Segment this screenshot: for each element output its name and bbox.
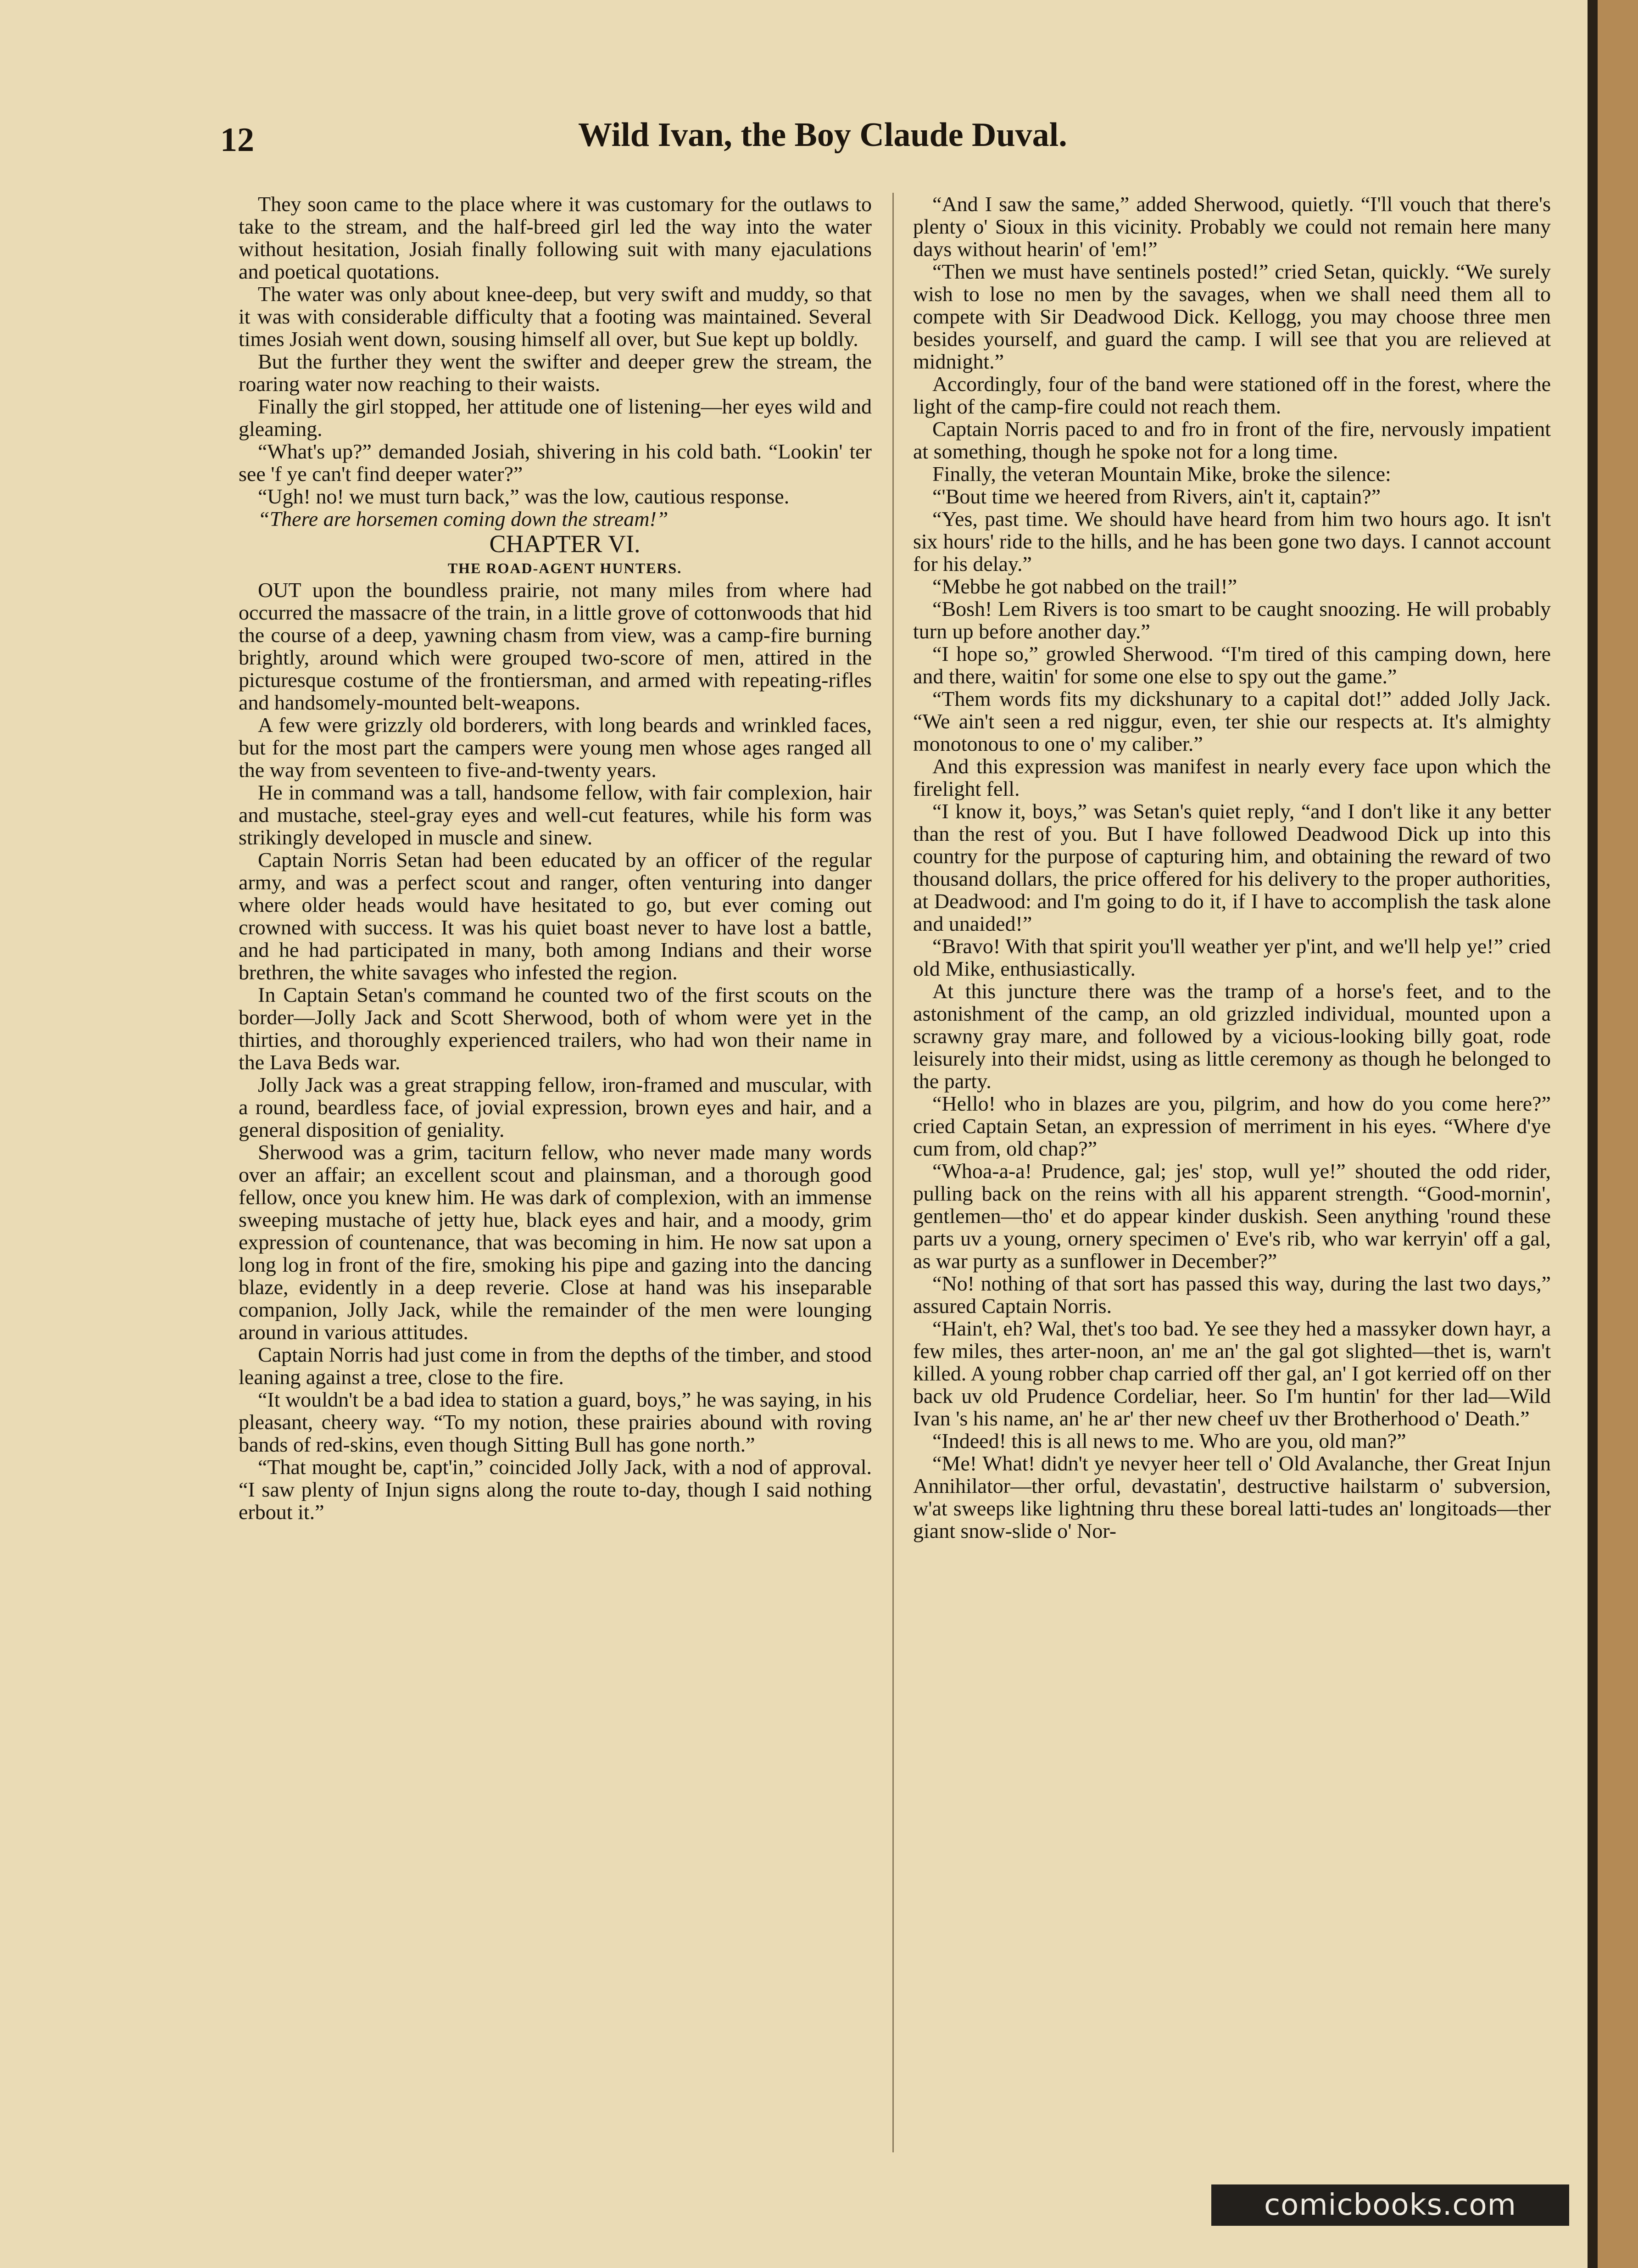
paragraph: Accordingly, four of the band were stationed off in the forest, where the light of the camp-fire could not reach them.	[913, 372, 1551, 418]
paragraph: “Yes, past time. We should have heard from him two hours ago. It isn't six hours' ride to the hills, and he has been gone two days. I cannot account for his delay.”	[913, 507, 1551, 575]
paragraph: Finally the girl stopped, her attitude one of listening—her eyes wild and gleaming.	[239, 395, 872, 441]
page-edge	[1588, 0, 1638, 2268]
paragraph: “That mought be, capt'in,” coincided Jolly Jack, with a nod of approval. “I saw plenty of Injun signs along the route to-day, though I said nothing erbout it.”	[239, 1455, 872, 1524]
paragraph: The water was only about knee-deep, but very swift and muddy, so that it was with considerable difficulty that a footing was maintained. Several times Josiah went down, sousing himself all over, but Sue kept up boldly.	[239, 282, 872, 351]
paragraph: “Them words fits my dickshunary to a capital dot!” added Jolly Jack. “We ain't seen a red niggur, even, ter shie our respects at. It's almighty monotonous to one o' my caliber.”	[913, 687, 1551, 755]
paragraph: “Me! What! didn't ye nevyer heer tell o' Old Avalanche, ther Great Injun Annihilator—ther orful, devastatin', destructive hailstarm o' subversion, w'at sweeps like lightning thru these boreal latti-tudes an' longitoads—ther giant snow-slide o' Nor-	[913, 1452, 1551, 1542]
column-divider	[892, 193, 894, 2152]
paragraph: “I know it, boys,” was Setan's quiet reply, “and I don't like it any better than the rest of you. But I have followed Deadwood Dick up into this country for the purpose of capturing him, and obtaining the reward of two thousand dollars, the price offered for his delivery to the proper authorities, at Deadwood: and I'm going to do it, if I have to accomplish the task alone and unaided!”	[913, 799, 1551, 935]
paragraph: But the further they went the swifter and deeper grew the stream, the roaring water now reaching to their waists.	[239, 350, 872, 396]
paragraph: “Hain't, eh? Wal, thet's too bad. Ye see they hed a massyker down hayr, a few miles, thes arter-noon, an' me an' the gal got slighted—thet is, warn't killed. A young robber chap carried off ther gal, an' I got kerried off on ther back uv old Prudence Cordeliar, heer. So I'm huntin' for ther lad—Wild Ivan 's his name, an' he ar' ther new cheef uv ther Brotherhood o' Death.”	[913, 1317, 1551, 1430]
paragraph: In Captain Setan's command he counted two of the first scouts on the border—Jolly Jack and Scott Sherwood, both of whom were yet in the thirties, and thoroughly experienced trailers, who had won their name in the Lava Beds war.	[239, 983, 872, 1074]
paragraph: “It wouldn't be a bad idea to station a guard, boys,” he was saying, in his pleasant, cheery way. “To my notion, these prairies abound with roving bands of red-skins, even though Sitting Bull has gone north.”	[239, 1388, 872, 1456]
paragraph: OUT upon the boundless prairie, not many miles from where had occurred the massacre of the train, in a little grove of cottonwoods that hid the course of a deep, yawning chasm from view, was a camp-fire burning brightly, around which were grouped two-score of men, attired in the picturesque costume of the frontiersman, and armed with repeating-rifles and handsomely-mounted belt-weapons.	[239, 578, 872, 714]
paragraph: Captain Norris paced to and fro in front of the fire, nervously impatient at something, though he spoke not for a long time.	[913, 417, 1551, 463]
paragraph: “What's up?” demanded Josiah, shivering in his cold bath. “Lookin' ter see 'f ye can't find deeper water?”	[239, 440, 872, 486]
paragraph: Jolly Jack was a great strapping fellow, iron-framed and muscular, with a round, beardless face, of jovial expression, brown eyes and hair, and a general disposition of geniality.	[239, 1073, 872, 1141]
paragraph: “Bravo! With that spirit you'll weather yer p'int, and we'll help ye!” cried old Mike, enthusiastically.	[913, 934, 1551, 980]
chapter-heading: CHAPTER VI.	[489, 530, 641, 558]
paragraph: Captain Norris had just come in from the depths of the timber, and stood leaning against a tree, close to the fire.	[239, 1343, 872, 1389]
paragraph: “And I saw the same,” added Sherwood, quietly. “I'll vouch that there's plenty o' Sioux in this vicinity. Probably we could not remain here many days without hearin' of 'em!”	[913, 192, 1551, 261]
paragraph: “Then we must have sentinels posted!” cried Setan, quickly. “We surely wish to lose no men by the savages, when we shall need them all to compete with Sir Deadwood Dick. Kellogg, you may choose three men besides yourself, and guard the camp. I will see that you are relieved at midnight.”	[913, 260, 1551, 373]
paragraph: “Mebbe he got nabbed on the trail!”	[932, 575, 1237, 598]
page-number: 12	[220, 121, 254, 159]
page-header	[220, 106, 1578, 174]
paragraph: He in command was a tall, handsome fellow, with fair complexion, hair and mustache, steel-gray eyes and well-cut features, while his form was strikingly developed in muscle and sinew.	[239, 781, 872, 849]
paragraph: Captain Norris Setan had been educated by an officer of the regular army, and was a perfect scout and ranger, often venturing into danger where older heads would have hesitated to go, but ever coming out crowned with success. It was his quiet boast never to have lost a battle, and he had participated in many, both among Indians and their worse brethren, the white savages who infested the region.	[239, 848, 872, 984]
paragraph: They soon came to the place where it was customary for the outlaws to take to the stream, and the half-breed girl led the way into the water without hesitation, Josiah finally following suit with many ejaculations and poetical quotations.	[239, 192, 872, 283]
paragraph: A few were grizzly old borderers, with long beards and wrinkled faces, but for the most part the campers were young men whose ages ranged all the way from seventeen to five-and-twenty years.	[239, 713, 872, 782]
paragraph: “I hope so,” growled Sherwood. “I'm tired of this camping down, here and there, waitin' for some one else to spy out the game.”	[913, 642, 1551, 688]
running-title: Wild Ivan, the Boy Claude Duval.	[578, 116, 1067, 154]
paragraph: “Hello! who in blazes are you, pilgrim, and how do you come here?” cried Captain Setan, an expression of merriment in his eyes. “Where d'ye cum from, old chap?”	[913, 1092, 1551, 1160]
right-column	[913, 193, 1551, 1542]
paragraph: Sherwood was a grim, taciturn fellow, who never made many words over an affair; an excellent scout and plainsman, and a thorough good fellow, once you knew him. He was dark of complexion, with an immense sweeping mustache of jetty hue, black eyes and hair, and a moody, grim expression of countenance, that was becoming in him. He now sat upon a long log in front of the fire, smoking his pipe and gazing into the dancing blaze, evidently in a deep reverie. Close at hand was his inseparable companion, Jolly Jack, while the remainder of the men were lounging around in various attitudes.	[239, 1140, 872, 1344]
chapter-subheading: THE ROAD-AGENT HUNTERS.	[447, 560, 682, 576]
paragraph: At this juncture there was the tramp of a horse's feet, and to the astonishment of the camp, an old grizzled individual, mounted upon a scrawny gray mare, and followed by a vicious-looking billy goat, rode leisurely into their midst, using as little ceremony as though he belonged to the party.	[913, 979, 1551, 1093]
paragraph: “Bosh! Lem Rivers is too smart to be caught snoozing. He will probably turn up before another day.”	[913, 597, 1551, 643]
paragraph: “'Bout time we heered from Rivers, ain't it, captain?”	[932, 485, 1381, 508]
left-column	[239, 193, 872, 1523]
watermark-label: comicbooks.com	[1211, 2184, 1569, 2226]
paragraph: “Whoa-a-a! Prudence, gal; jes' stop, wull ye!” shouted the odd rider, pulling back on the reins with all his apparent strength. “Good-mornin', gentlemen—tho' et do appear kinder duskish. Seen anything 'round these parts uv a young, ornery specimen o' Eve's rib, who war kerryin' off a gal, as war purty as a sunflower in December?”	[913, 1159, 1551, 1273]
paragraph: “Indeed! this is all news to me. Who are you, old man?”	[932, 1429, 1406, 1452]
paragraph: “Ugh! no! we must turn back,” was the low, cautious response.	[258, 485, 790, 508]
paragraph: “There are horsemen coming down the stream!”	[258, 507, 669, 531]
paragraph: Finally, the veteran Mountain Mike, broke the silence:	[932, 462, 1391, 486]
paragraph: “No! nothing of that sort has passed this way, during the last two days,” assured Captain Norris.	[913, 1272, 1551, 1318]
paragraph: And this expression was manifest in nearly every face upon which the firelight fell.	[913, 754, 1551, 800]
